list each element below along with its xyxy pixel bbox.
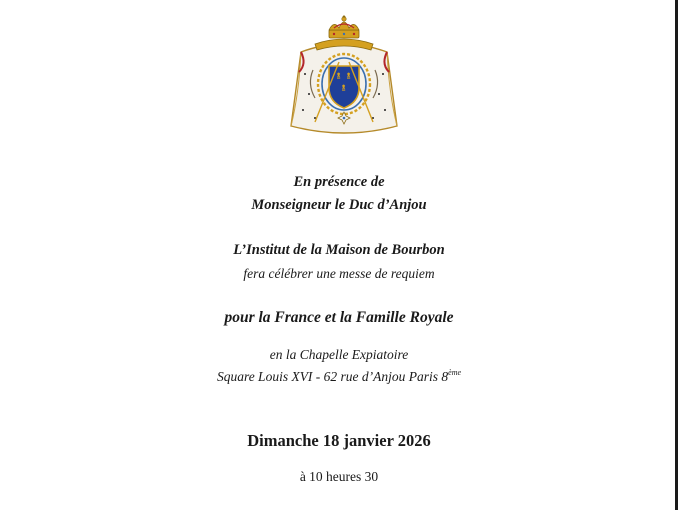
- event-time: à 10 heures 30: [299, 469, 379, 484]
- presence-line-1: En présence de: [293, 174, 385, 190]
- event-date: Dimanche 18 janvier 2026: [247, 431, 431, 450]
- address-suffix: ème: [448, 368, 462, 377]
- mass-line: fera célébrer une messe de requiem: [243, 266, 435, 281]
- dedication-line: pour la France et la Famille Royale: [224, 309, 454, 326]
- royal-coat-of-arms-of-france-icon: [285, 14, 403, 138]
- presence-line-2: Monseigneur le Duc d’Anjou: [251, 197, 427, 213]
- institute-line: L’Institut de la Maison de Bourbon: [233, 242, 445, 258]
- venue-line: en la Chapelle Expiatoire: [269, 347, 409, 362]
- address-line: [0, 369, 678, 385]
- address-text: Square Louis XVI - 62 rue d’Anjou Paris 8: [216, 369, 449, 384]
